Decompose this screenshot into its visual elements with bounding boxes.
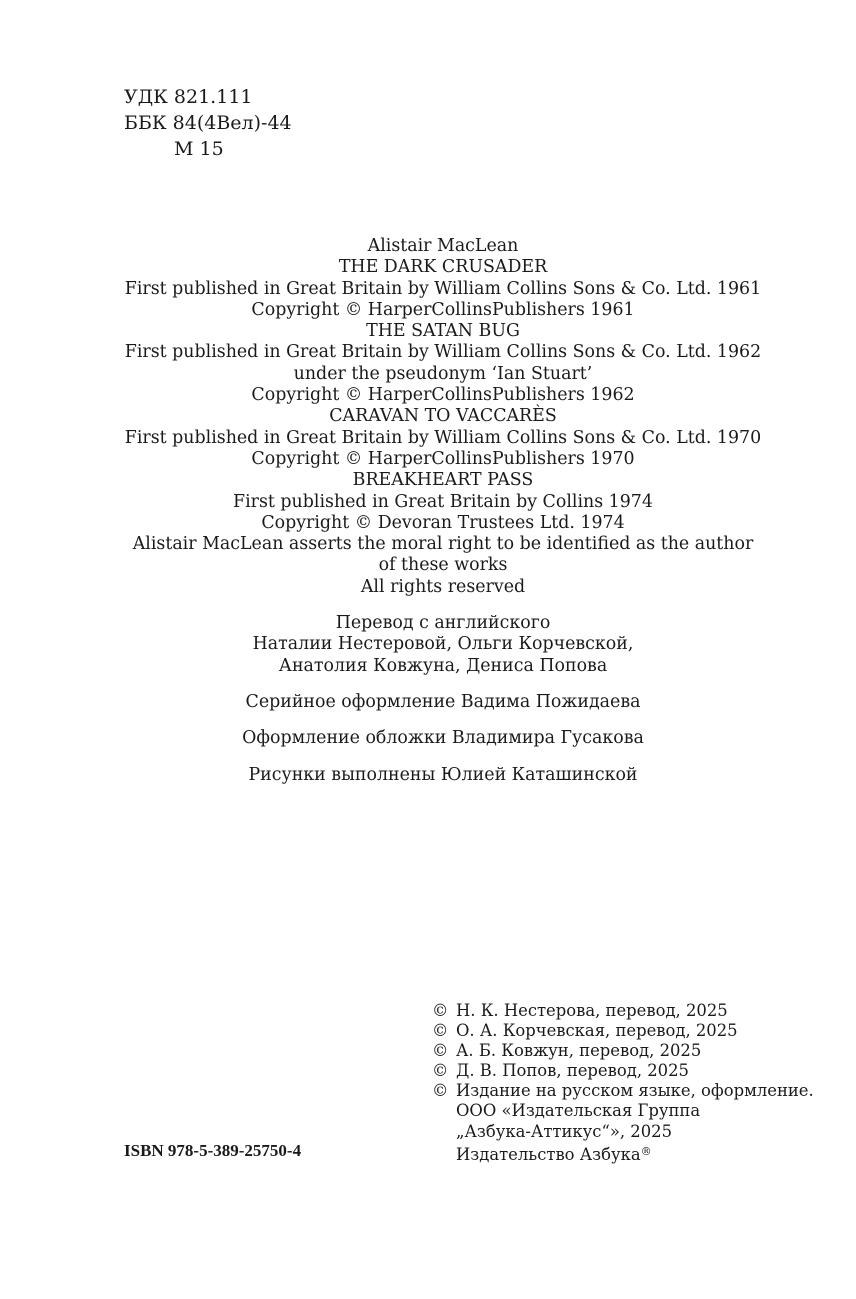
- book1-title: THE DARK CRUSADER: [338, 257, 548, 278]
- series-design-credit: Серийное оформление Вадима Пожидаева: [245, 691, 641, 712]
- spacer: [0, 598, 856, 613]
- translation-line3: Анатолия Ковжуна, Дениса Попова: [278, 655, 608, 676]
- book2-copyright: Copyright © HarperCollinsPublishers 1962: [251, 385, 635, 406]
- publisher-name-line1: ООО «Издательская Группа: [456, 1101, 701, 1121]
- copyright-text: Д. В. Попов, перевод, 2025: [456, 1061, 689, 1081]
- copyright-text: А. Б. Ковжун, перевод, 2025: [456, 1041, 702, 1061]
- copyright-row: [432, 1081, 814, 1101]
- copyright-icon: ©: [432, 1061, 449, 1081]
- copyright-row: [432, 1021, 814, 1041]
- book3-title: CARAVAN TO VACCARÈS: [329, 406, 557, 427]
- udk-code: УДК 821.111: [124, 86, 253, 108]
- copyright-text: О. А. Корчевская, перевод, 2025: [456, 1021, 738, 1041]
- translation-line2: Наталии Нестеровой, Ольги Корчевской,: [252, 634, 634, 655]
- spacer: [0, 713, 856, 728]
- moral-right-line2: of these works: [378, 555, 508, 576]
- author-name: Alistair MacLean: [367, 236, 519, 256]
- book2-published: First published in Great Britain by William Collins Sons & Co. Ltd. 1962: [124, 342, 762, 363]
- cover-design-credit: Оформление обложки Владимира Гусакова: [242, 728, 644, 749]
- copyright-row: [432, 1001, 814, 1021]
- spacer: [0, 750, 856, 765]
- author-mark: М 15: [174, 138, 224, 160]
- publisher-imprint: [432, 1142, 814, 1165]
- copyright-row: [432, 1061, 814, 1081]
- registered-icon: ®: [640, 1144, 652, 1158]
- book4-published: First published in Great Britain by Collins 1974: [233, 491, 653, 512]
- copyright-icon: ©: [432, 1041, 449, 1061]
- credits-block: [0, 236, 856, 786]
- illustrations-credit: Рисунки выполнены Юлией Каташинской: [248, 764, 638, 785]
- rights-reserved: All rights reserved: [360, 576, 526, 597]
- publisher-name-line2: „Азбука-Аттикус“», 2025: [456, 1121, 672, 1141]
- copyright-icon: ©: [432, 1081, 449, 1101]
- copyright-row: [432, 1041, 814, 1061]
- book4-title: BREAKHEART PASS: [352, 470, 534, 491]
- publisher-imprint-text: Издательство Азбука: [456, 1144, 641, 1164]
- classification-block: [124, 84, 292, 162]
- book4-copyright: Copyright © Devoran Trustees Ltd. 1974: [261, 512, 625, 533]
- copyright-text: Н. К. Нестерова, перевод, 2025: [456, 1001, 728, 1020]
- copyright-icon: ©: [432, 1021, 449, 1041]
- book1-copyright: Copyright © HarperCollinsPublishers 1961: [251, 299, 635, 320]
- copyright-notices: [432, 1001, 814, 1165]
- bbk-code: ББК 84(4Вел)-44: [124, 112, 292, 134]
- moral-right-line1: Alistair MacLean asserts the moral right to be identified as the author: [132, 534, 754, 555]
- spacer: [0, 677, 856, 692]
- book1-published: First published in Great Britain by William Collins Sons & Co. Ltd. 1961: [124, 278, 762, 299]
- copyright-text: Издание на русском языке, оформление.: [456, 1081, 814, 1101]
- copyright-icon: ©: [432, 1001, 449, 1020]
- isbn: ISBN 978-5-389-25750-4: [124, 1141, 302, 1160]
- translation-line1: Перевод с английского: [335, 613, 551, 634]
- book3-copyright: Copyright © HarperCollinsPublishers 1970: [251, 448, 635, 469]
- book2-title: THE SATAN BUG: [366, 321, 520, 342]
- book3-published: First published in Great Britain by William Collins Sons & Co. Ltd. 1970: [124, 427, 762, 448]
- book2-pseudonym: under the pseudonym ‘Ian Stuart’: [293, 363, 593, 384]
